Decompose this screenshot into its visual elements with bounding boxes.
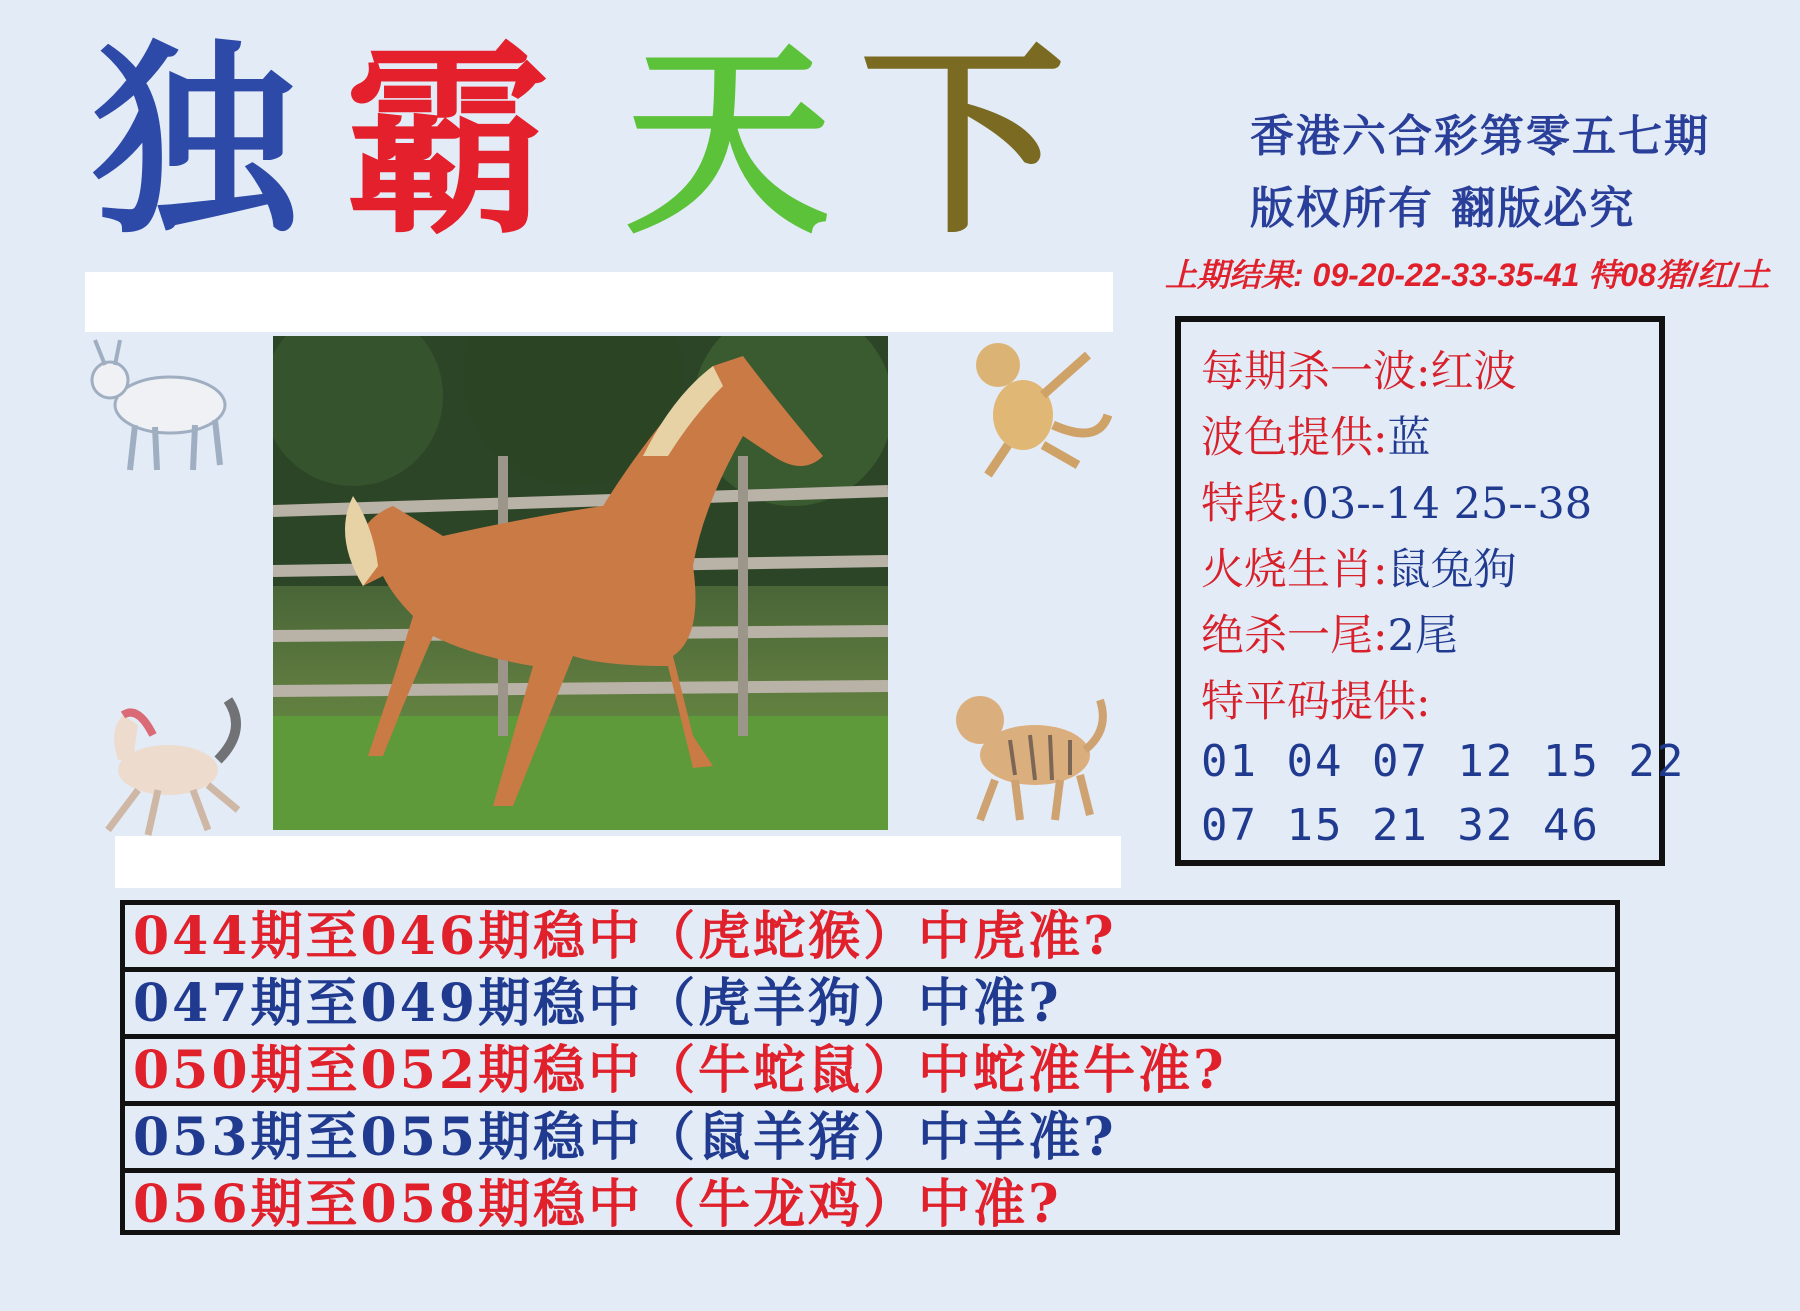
info-label: 波色提供: — [1201, 413, 1388, 463]
horse-photo — [273, 336, 888, 830]
info-row-numbers-label — [1201, 668, 1431, 729]
info-label: 每期杀一波: — [1201, 347, 1431, 397]
info-row-wave-color — [1201, 404, 1431, 465]
record-text: 050期至052期稳中（牛蛇鼠）中蛇准牛准? — [133, 1040, 1227, 1101]
record-table — [120, 900, 1620, 1235]
info-label: 特段: — [1201, 479, 1302, 529]
record-row — [120, 1034, 1620, 1101]
info-label: 火烧生肖: — [1201, 545, 1388, 595]
title-char-1: 独 — [92, 22, 297, 262]
monkey-icon — [948, 335, 1118, 485]
info-value: 鼠兔狗 — [1387, 545, 1517, 595]
info-value: 2尾 — [1387, 611, 1458, 661]
info-row-kill-tail — [1201, 602, 1458, 663]
record-row — [120, 1168, 1620, 1235]
record-row — [120, 967, 1620, 1034]
info-value: 红波 — [1430, 347, 1517, 397]
title-char-2: 霸 — [345, 22, 550, 262]
header-issue-line: 香港六合彩第零五七期 — [1250, 111, 1710, 162]
white-bar-top — [85, 272, 1113, 332]
record-text: 047期至049期稳中（虎羊狗）中准? — [133, 973, 1062, 1034]
record-row — [120, 1101, 1620, 1168]
record-text: 044期至046期稳中（虎蛇猴）中虎准? — [133, 906, 1117, 967]
info-label: 特平码提供: — [1201, 677, 1431, 727]
info-row-fire-zodiac — [1201, 536, 1517, 597]
info-row-special-range — [1201, 470, 1592, 531]
info-value: 03--14 25--38 — [1301, 479, 1593, 529]
title-char-3: 天 — [625, 22, 830, 262]
record-text: 056期至058期稳中（牛龙鸡）中准? — [133, 1174, 1062, 1235]
white-bar-bottom — [115, 836, 1121, 888]
record-text: 053期至055期稳中（鼠羊猪）中羊准? — [133, 1107, 1117, 1168]
title-char-4: 下 — [860, 22, 1065, 262]
goat-icon — [75, 335, 245, 485]
numbers-line-2: 07 15 21 32 46 — [1201, 800, 1600, 851]
header-copyright-line: 版权所有 翻版必究 — [1250, 183, 1636, 234]
info-value: 蓝 — [1387, 413, 1431, 463]
info-row-wave-kill — [1201, 338, 1517, 399]
info-box — [1175, 316, 1686, 866]
numbers-line-1: 01 04 07 12 15 22 — [1201, 736, 1686, 787]
tiger-icon — [940, 680, 1110, 830]
horse-icon — [78, 690, 248, 840]
record-row — [120, 900, 1620, 967]
info-label: 绝杀一尾: — [1201, 611, 1388, 661]
last-result: 上期结果: 09-20-22-33-35-41 特08猪/红/土 — [1165, 257, 1770, 293]
